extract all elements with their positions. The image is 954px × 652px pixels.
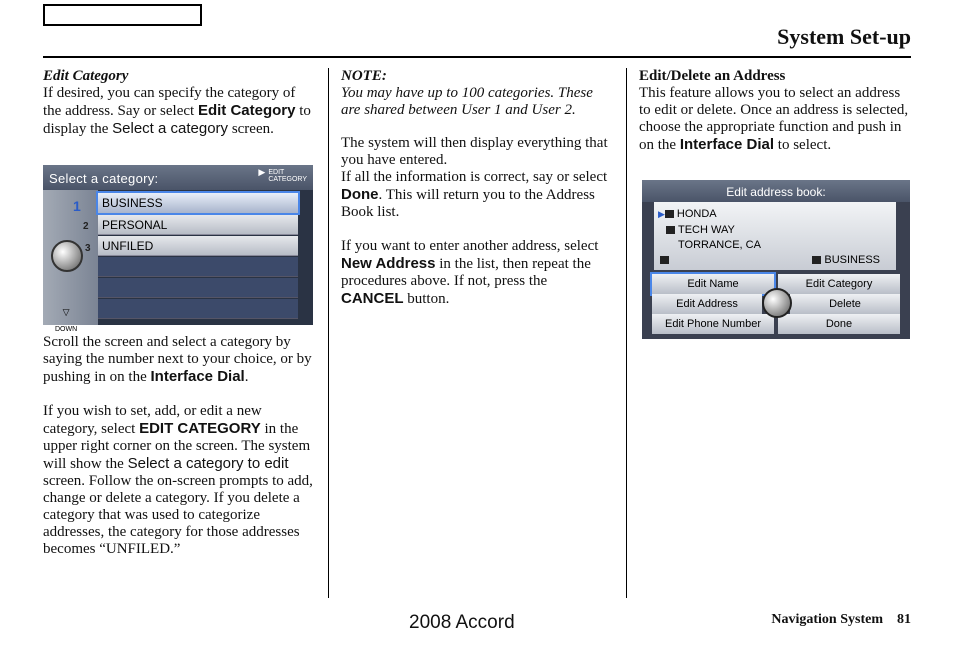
text-run: . bbox=[244, 369, 249, 385]
header-tab-box bbox=[43, 4, 202, 26]
footer-page-info bbox=[771, 611, 911, 628]
category-item-business[interactable]: BUSINESS bbox=[98, 193, 298, 213]
section-heading-edit-delete: Edit/Delete an Address bbox=[639, 68, 786, 84]
list-number: 1 bbox=[73, 198, 81, 214]
category-item-empty bbox=[98, 257, 298, 277]
text-run: Interface Dial bbox=[679, 136, 775, 153]
section-heading-edit-category: Edit Category bbox=[43, 68, 129, 84]
text-run: The system will then display everything that you have entered. bbox=[341, 135, 608, 168]
page-number: 81 bbox=[897, 612, 911, 627]
delete-button[interactable]: Delete bbox=[790, 294, 900, 314]
category-item-empty bbox=[98, 278, 298, 298]
paragraph-edit-category-detail bbox=[43, 403, 315, 558]
header-rule bbox=[43, 56, 911, 58]
category-icon bbox=[812, 256, 821, 264]
note-heading: NOTE: bbox=[341, 68, 387, 84]
text-run: screen. Follow the on-screen prompts to add, change or delete a category. If you delete a category that was used to categorize addresses, the category for those addresses becomes “UNFILED.” bbox=[43, 473, 313, 557]
address-street: TECH WAY bbox=[678, 224, 735, 236]
address-city: TORRANCE, CA bbox=[678, 239, 761, 251]
text-run: to display the bbox=[43, 103, 311, 137]
column-1 bbox=[43, 68, 315, 138]
list-number: 3 bbox=[85, 243, 91, 254]
edit-category-button[interactable]: ▶ EDIT CATEGORY bbox=[258, 167, 307, 183]
text-run: Edit Category bbox=[197, 102, 296, 119]
text-run: CANCEL bbox=[341, 290, 404, 307]
paragraph-edit-category-intro bbox=[43, 85, 315, 138]
text-run: to select. bbox=[774, 137, 832, 153]
paragraph-scroll-select bbox=[43, 334, 315, 386]
edit-address-button[interactable]: Edit Address bbox=[652, 294, 762, 314]
down-arrow-icon: ▽ bbox=[62, 307, 70, 317]
play-icon: ▶ bbox=[258, 167, 266, 177]
text-run: Interface Dial bbox=[150, 368, 245, 385]
edit-address-book-screen bbox=[642, 180, 910, 339]
text-run: If you want to enter another address, select bbox=[341, 238, 599, 254]
list-number: 2 bbox=[83, 221, 89, 232]
address-category: BUSINESS bbox=[824, 254, 880, 266]
category-item-empty bbox=[98, 299, 298, 319]
category-item-unfiled[interactable]: UNFILED bbox=[98, 236, 298, 256]
edit-name-button[interactable]: Edit Name bbox=[652, 274, 774, 294]
text-run: New Address bbox=[341, 255, 436, 272]
text-run: If all the information is correct, say or select bbox=[341, 169, 608, 185]
address-panel bbox=[654, 202, 896, 270]
interface-dial-icon bbox=[51, 240, 83, 272]
text-run: in the upper right corner on the screen. The system will show the bbox=[43, 421, 311, 472]
select-category-screen bbox=[43, 165, 313, 333]
pointer-icon: ▶ bbox=[658, 209, 665, 219]
screen-title: Select a category: bbox=[49, 171, 159, 186]
text-run: in the list, then repeat the procedures above. If not, press the bbox=[341, 256, 591, 289]
done-button[interactable]: Done bbox=[778, 314, 900, 334]
column-divider-2 bbox=[626, 68, 627, 598]
street-icon bbox=[666, 226, 675, 234]
text-run: . This will return you to the Address Book list. bbox=[341, 187, 595, 220]
text-run: Select a category bbox=[112, 120, 229, 137]
column-divider-1 bbox=[328, 68, 329, 598]
down-label: ▽ DOWN bbox=[55, 304, 77, 338]
text-run: screen. bbox=[228, 121, 274, 137]
paragraph-edit-delete bbox=[639, 85, 911, 154]
text-run: This feature allows you to select an address to edit or delete. Once an address is selected, choose the appropriate function and push in on the bbox=[639, 85, 909, 153]
edit-category-button[interactable]: Edit Category bbox=[778, 274, 900, 294]
name-icon bbox=[665, 210, 674, 218]
page-title: System Set-up bbox=[777, 24, 911, 49]
text-run: Scroll the screen and select a category by saying the number next to your choice, or by pushing in on the bbox=[43, 334, 312, 385]
category-item-personal[interactable]: PERSONAL bbox=[98, 215, 298, 235]
edit-phone-number-button[interactable]: Edit Phone Number bbox=[652, 314, 774, 334]
paragraph-display-entered bbox=[341, 135, 613, 169]
interface-dial-icon bbox=[762, 288, 792, 318]
footer-section: Navigation System bbox=[771, 612, 883, 627]
phone-icon bbox=[660, 256, 669, 264]
column-3 bbox=[639, 68, 911, 154]
address-name: HONDA bbox=[676, 208, 717, 220]
text-run: If desired, you can specify the category of the address. Say or select bbox=[43, 85, 296, 119]
text-run: EDIT CATEGORY bbox=[139, 420, 261, 437]
footer-model: 2008 Accord bbox=[409, 612, 515, 633]
paragraph-select-done bbox=[341, 169, 613, 221]
column-2 bbox=[341, 68, 613, 308]
screen-header bbox=[43, 165, 313, 190]
text-run: button. bbox=[403, 291, 450, 307]
paragraph-new-address bbox=[341, 238, 613, 308]
note-text: You may have up to 100 categories. These are shared between User 1 and User 2. bbox=[341, 85, 593, 118]
text-run: If you wish to set, add, or edit a new category, select bbox=[43, 403, 262, 437]
text-run: Select a category to edit bbox=[127, 455, 289, 472]
column-1-lower bbox=[43, 334, 315, 558]
screen-title: Edit address book: bbox=[726, 185, 826, 199]
screen-header bbox=[642, 180, 910, 202]
dial-area bbox=[43, 190, 98, 333]
text-run: Done bbox=[341, 186, 379, 203]
